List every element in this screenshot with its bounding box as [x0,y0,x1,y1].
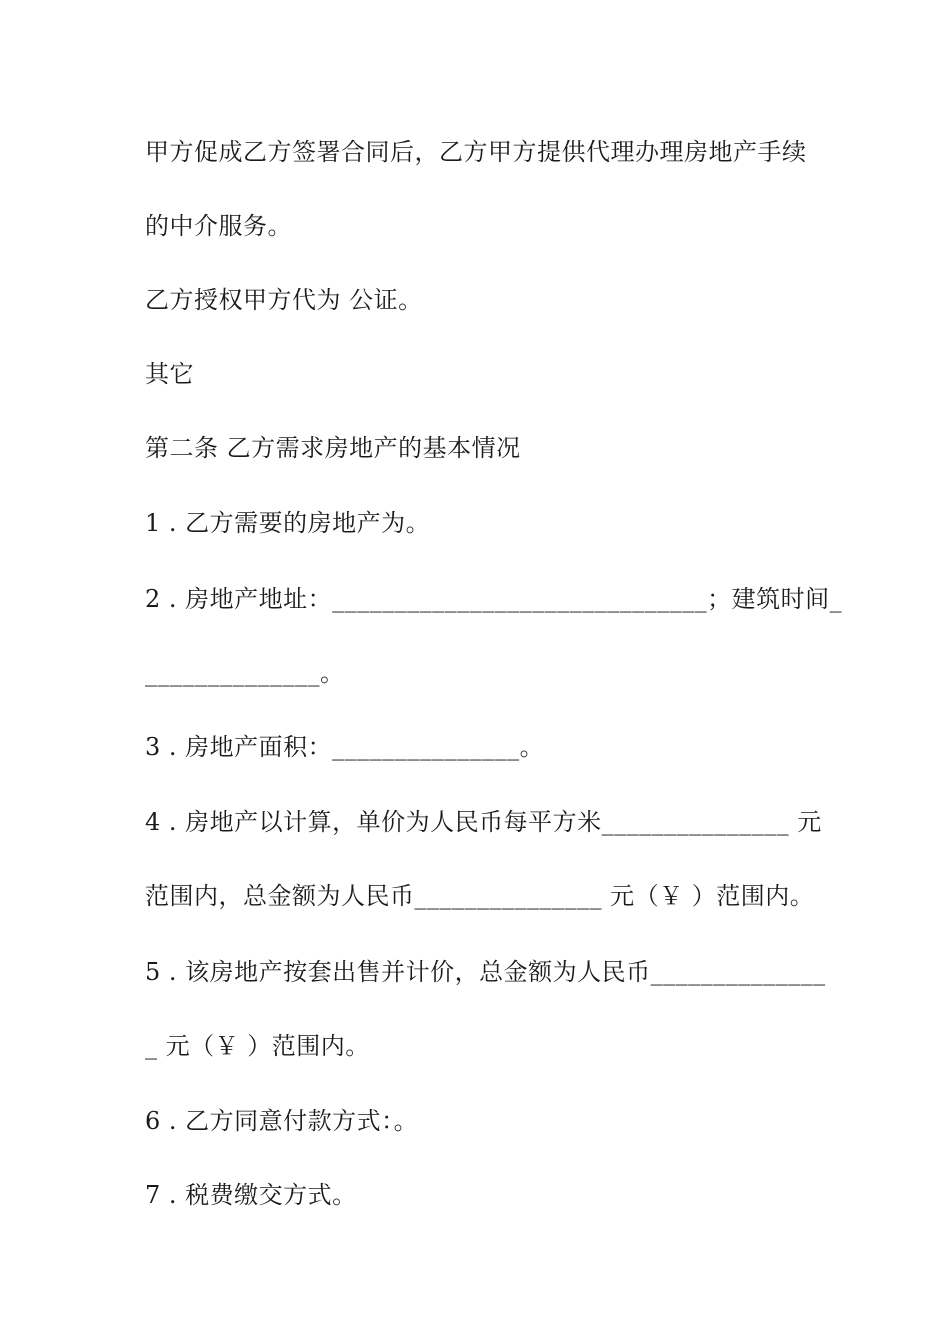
list-item: 3 . 房地产面积：_______________。 [145,733,545,761]
paragraph-line: 的中介服务。 [145,212,292,240]
paragraph-line: 乙方授权甲方代为 公证。 [145,286,423,314]
paragraph-line: 其它 [145,360,194,388]
list-item-continuation: ______________。 [145,659,345,687]
section-heading: 第二条 乙方需求房地产的基本情况 [145,434,521,462]
list-item: 4 . 房地产以计算，单价为人民币每平方米_______________ 元 [145,808,822,836]
list-item: 2 . 房地产地址：______________________________；建筑时间_ [145,585,843,613]
list-item-continuation: 范围内，总金额为人民币_______________ 元（￥ ）范围内。 [145,882,815,910]
list-item: 1 . 乙方需要的房地产为。 [145,509,431,537]
list-item: 5 . 该房地产按套出售并计价，总金额为人民币______________ [145,958,826,986]
list-item-continuation: _ 元（￥ ）范围内。 [145,1032,370,1060]
paragraph-line: 甲方促成乙方签署合同后，乙方甲方提供代理办理房地产手续 [145,138,807,166]
list-item: 7 . 税费缴交方式。 [145,1181,357,1209]
list-item: 6 . 乙方同意付款方式：。 [145,1107,419,1135]
